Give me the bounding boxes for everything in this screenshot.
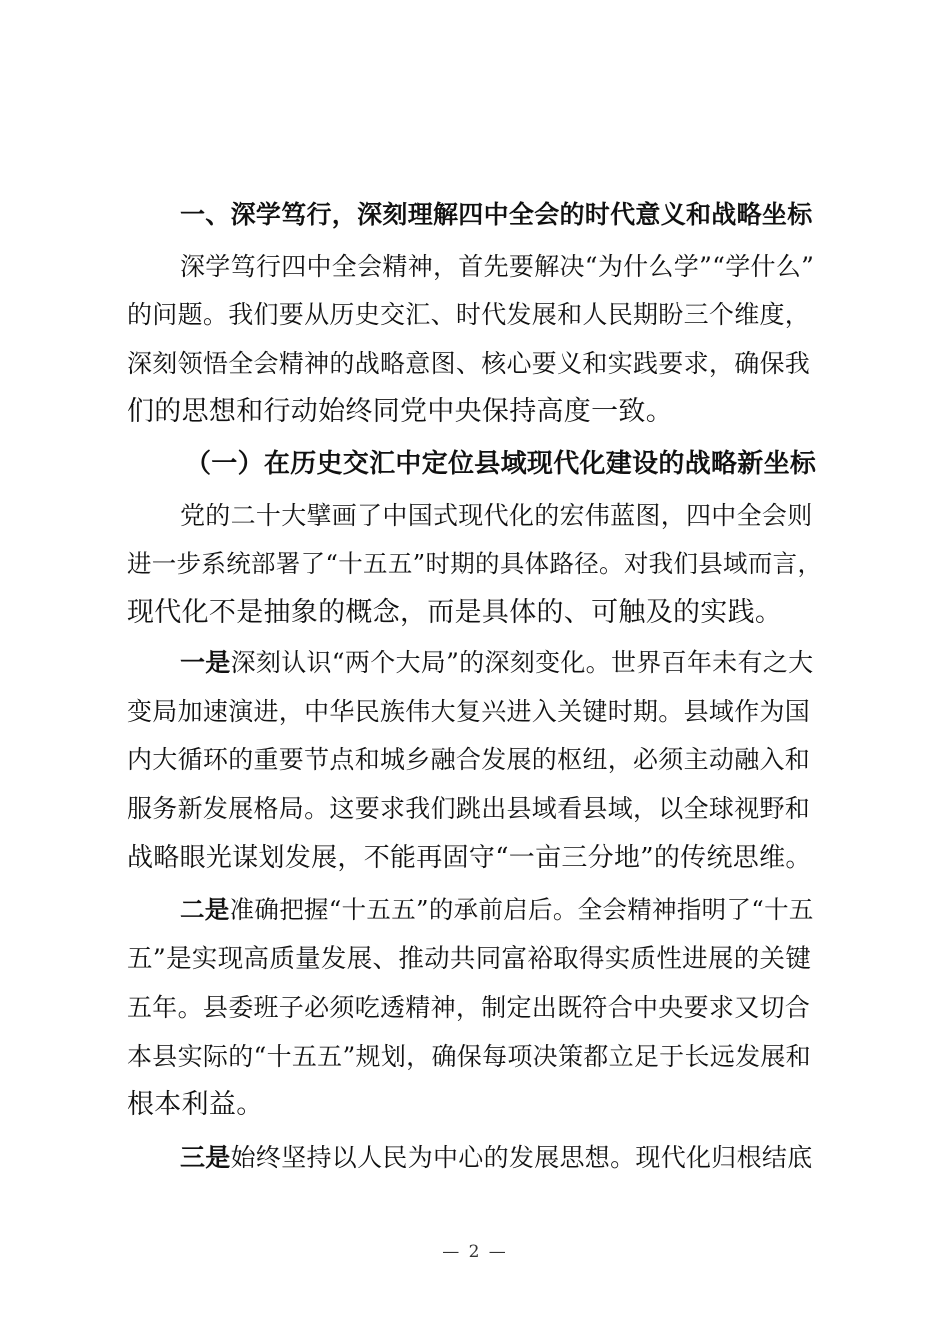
point-text: 始终坚持以人民为中心的发展思想。现代化归根结底 xyxy=(230,1143,813,1172)
paragraph-line: 五年。县委班子必须吃透精神，制定出既符合中央要求又切合 xyxy=(127,993,811,1022)
paragraph-line: 变局加速演进，中华民族伟大复兴进入关键时期。县域作为国 xyxy=(127,697,811,726)
point-label: 二是 xyxy=(180,895,230,924)
paragraph-line: 五”是实现高质量发展、推动共同富裕取得实质性进展的关键 xyxy=(127,944,812,974)
paragraph-line: 进一步系统部署了“十五五”时期的具体路径。对我们县域而言， xyxy=(127,549,823,578)
section-heading: 一、深学笃行，深刻理解四中全会的时代意义和战略坐标 xyxy=(180,200,813,229)
paragraph-line: 服务新发展格局。这要求我们跳出县域看县域，以全球视野和 xyxy=(127,794,811,823)
point-text: 深刻认识“两个大局”的深刻变化。世界百年未有之大 xyxy=(230,648,814,677)
point-first-line xyxy=(180,648,813,678)
page-number: — 2 — xyxy=(442,1242,508,1262)
paragraph-line: 战略眼光谋划发展，不能再固守“一亩三分地”的传统思维。 xyxy=(127,843,812,873)
point-label: 三是 xyxy=(180,1143,231,1172)
point-first-line xyxy=(180,895,814,925)
point-label: 一是 xyxy=(180,648,231,677)
paragraph-line: 的问题。我们要从历史交汇、时代发展和人民期盼三个维度， xyxy=(127,300,811,329)
paragraph-line: 深刻领悟全会精神的战略意图、核心要义和实践要求，确保我 xyxy=(127,349,811,378)
paragraph-line: 们的思想和行动始终同党中央保持高度一致。 xyxy=(127,396,673,427)
subsection-heading: （一）在历史交汇中定位县域现代化建设的战略新坐标 xyxy=(185,449,817,479)
paragraph-line: 深学笃行四中全会精神，首先要解决“为什么学”“学什么” xyxy=(180,252,815,281)
paragraph-line: 根本利益。 xyxy=(127,1089,264,1120)
paragraph-line: 现代化不是抽象的概念，而是具体的、可触及的实践。 xyxy=(127,597,783,628)
paragraph-line: 本县实际的“十五五”规划，确保每项决策都立足于长远发展和 xyxy=(127,1042,811,1071)
point-first-line xyxy=(180,1143,813,1173)
paragraph-line: 党的二十大擘画了中国式现代化的宏伟蓝图，四中全会则 xyxy=(180,501,813,530)
point-text: 准确把握“十五五”的承前启后。全会精神指明了“十五 xyxy=(229,895,814,924)
paragraph-line: 内大循环的重要节点和城乡融合发展的枢纽，必须主动融入和 xyxy=(127,745,811,774)
